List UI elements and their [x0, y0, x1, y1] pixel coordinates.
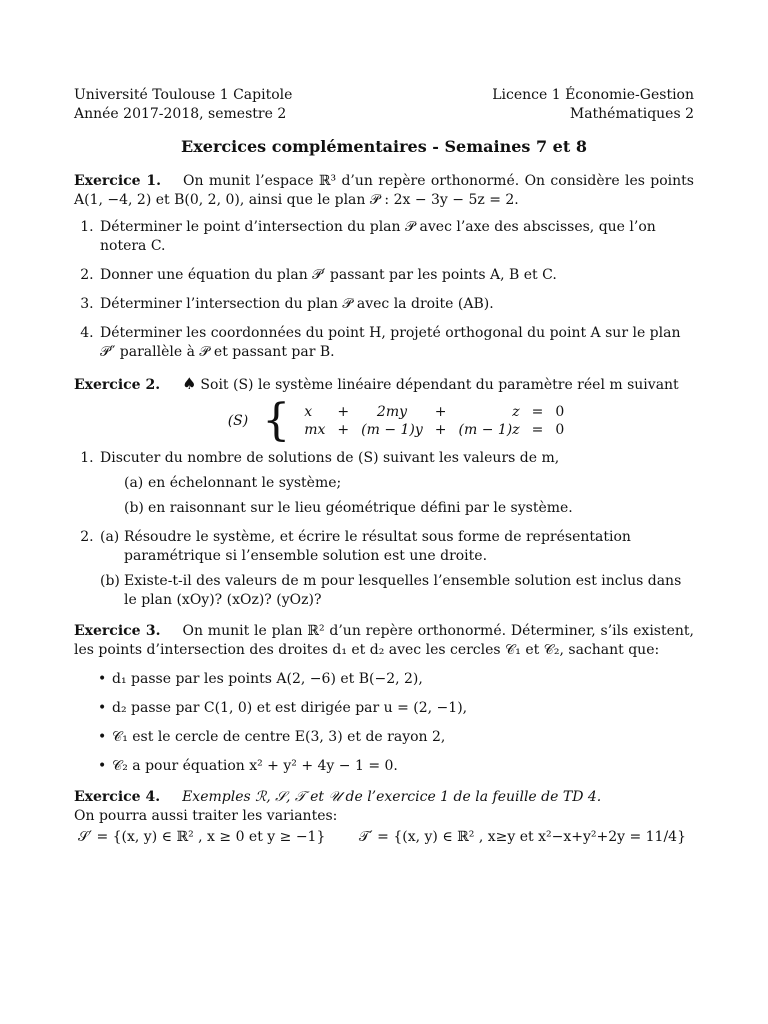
academic-year: Année 2017-2018, semestre 2 [74, 106, 287, 122]
exercise-2-q1b [124, 499, 694, 518]
part-label: (b) [124, 500, 144, 516]
exercise-3-bullet-2: • d₂ passe par C(1, 0) et est dirigée par u = (2, −1), [98, 699, 694, 718]
system-row-1 [298, 403, 570, 421]
cell: 0 [555, 422, 565, 438]
spade-icon: ♠ [182, 374, 197, 393]
system-equations [298, 403, 570, 439]
cell: = [531, 422, 544, 438]
part-text: Existe-t-il des valeurs de m pour lesquelles l’ensemble solution est inclus dans le plan (xOy)? (xOz)? (yOz)? [124, 573, 682, 608]
exercise-4-variants [74, 828, 694, 847]
exercise-2 [74, 374, 694, 610]
document-page [74, 86, 694, 859]
variant-s-prime: 𝒮′ = {(x, y) ∈ ℝ² , x ≥ 0 et y ≥ −1} [78, 829, 326, 845]
exercise-1-intro: On munit l’espace ℝ³ d’un repère orthonormé. On considère les points A(1, −4, 2) et B(0, 2, 0), ainsi que le plan 𝒫 : 2x − 3y − 5z = 2. [74, 173, 694, 208]
cell: mx [304, 422, 326, 438]
exercise-4 [74, 788, 694, 847]
degree-name: Licence 1 Économie-Gestion [492, 87, 694, 103]
exercise-2-q2b [100, 572, 694, 610]
cell: 0 [555, 404, 565, 420]
header-left [74, 86, 292, 124]
cell: x [304, 404, 313, 420]
exercise-2-q1-text: Discuter du nombre de solutions de (S) suivant les valeurs de m, [100, 450, 560, 466]
exercise-4-label: Exercice 4. [74, 789, 161, 805]
part-label: 2. (a) [100, 529, 120, 545]
exercise-1-label: Exercice 1. [74, 173, 161, 189]
exercise-1-q2: 2. Donner une équation du plan 𝒫′ passant par les points A, B et C. [98, 266, 694, 285]
cell: = [531, 404, 544, 420]
exercise-3-bullet-4: • 𝒞₂ a pour équation x² + y² + 4y − 1 = 0. [98, 757, 694, 776]
exercise-2-q1-parts [100, 474, 694, 518]
variant-t-prime: 𝒯′ = {(x, y) ∈ ℝ² , x≥y et x²−x+y²+2y = 11/4} [358, 829, 686, 845]
exercise-3-bullets [74, 670, 694, 776]
exercise-2-intro: Soit (S) le système linéaire dépendant du paramètre réel m suivant [200, 377, 679, 393]
exercise-4-intro: Exemples ℛ, 𝒮, 𝒯 et 𝒰 de l’exercice 1 de la feuille de TD 4. [182, 789, 602, 805]
page-title: Exercices complémentaires - Semaines 7 et 8 [181, 137, 587, 156]
exercise-3-label: Exercice 3. [74, 623, 161, 639]
cell: + [434, 422, 447, 438]
exercise-1-q4: 4. Déterminer les coordonnées du point H, projeté orthogonal du point A sur le plan 𝒫″ parallèle à 𝒫 et passant par B. [98, 324, 694, 362]
exercise-2-q1a [124, 474, 694, 493]
university-name: Université Toulouse 1 Capitole [74, 87, 293, 103]
exercise-2-questions [74, 449, 694, 610]
cell: + [337, 404, 350, 420]
exercise-2-q2a [100, 528, 694, 566]
system-row-2 [298, 421, 570, 439]
exercise-4-line2: On pourra aussi traiter les variantes: [74, 808, 338, 824]
part-text: en échelonnant le système; [148, 475, 342, 491]
exercise-2-q2-parts [100, 528, 694, 610]
exercise-1 [74, 172, 694, 362]
exercise-3-bullet-3: • 𝒞₁ est le cercle de centre E(3, 3) et de rayon 2, [98, 728, 694, 747]
part-text: en raisonnant sur le lieu géométrique défini par le système. [148, 500, 573, 516]
left-brace-icon: { [262, 395, 291, 446]
linear-system [104, 395, 694, 446]
cell: 2my [376, 404, 407, 420]
exercise-1-q3: 3. Déterminer l’intersection du plan 𝒫 avec la droite (AB). [98, 295, 694, 314]
header-right [492, 86, 694, 124]
cell: z [512, 404, 520, 420]
exercise-2-label: Exercice 2. [74, 377, 161, 393]
cell: (m − 1)z [458, 422, 520, 438]
system-label: (S) [227, 412, 249, 429]
cell: (m − 1)y [361, 422, 423, 438]
exercise-3 [74, 622, 694, 776]
cell: + [434, 404, 447, 420]
part-label: (b) [100, 573, 120, 589]
exercise-2-q1 [98, 449, 694, 518]
part-label: (a) [124, 475, 144, 491]
course-name: Mathématiques 2 [569, 106, 694, 122]
exercise-3-intro: On munit le plan ℝ² d’un repère orthonormé. Déterminer, s’ils existent, les points d’intersection des droites d₁ et d₂ avec les cercles 𝒞₁ et 𝒞₂, sachant que: [74, 623, 694, 658]
document-header [74, 86, 694, 124]
exercise-1-q1: 1. Déterminer le point d’intersection du plan 𝒫 avec l’axe des abscisses, que l’on notera C. [98, 218, 694, 256]
cell: + [337, 422, 350, 438]
part-text: Résoudre le système, et écrire le résultat sous forme de représentation paramétrique si l’ensemble solution est une droite. [124, 529, 631, 564]
exercise-3-bullet-1: • d₁ passe par les points A(2, −6) et B(−2, 2), [98, 670, 694, 689]
exercise-2-q2 [98, 528, 694, 610]
exercise-1-questions [74, 218, 694, 362]
